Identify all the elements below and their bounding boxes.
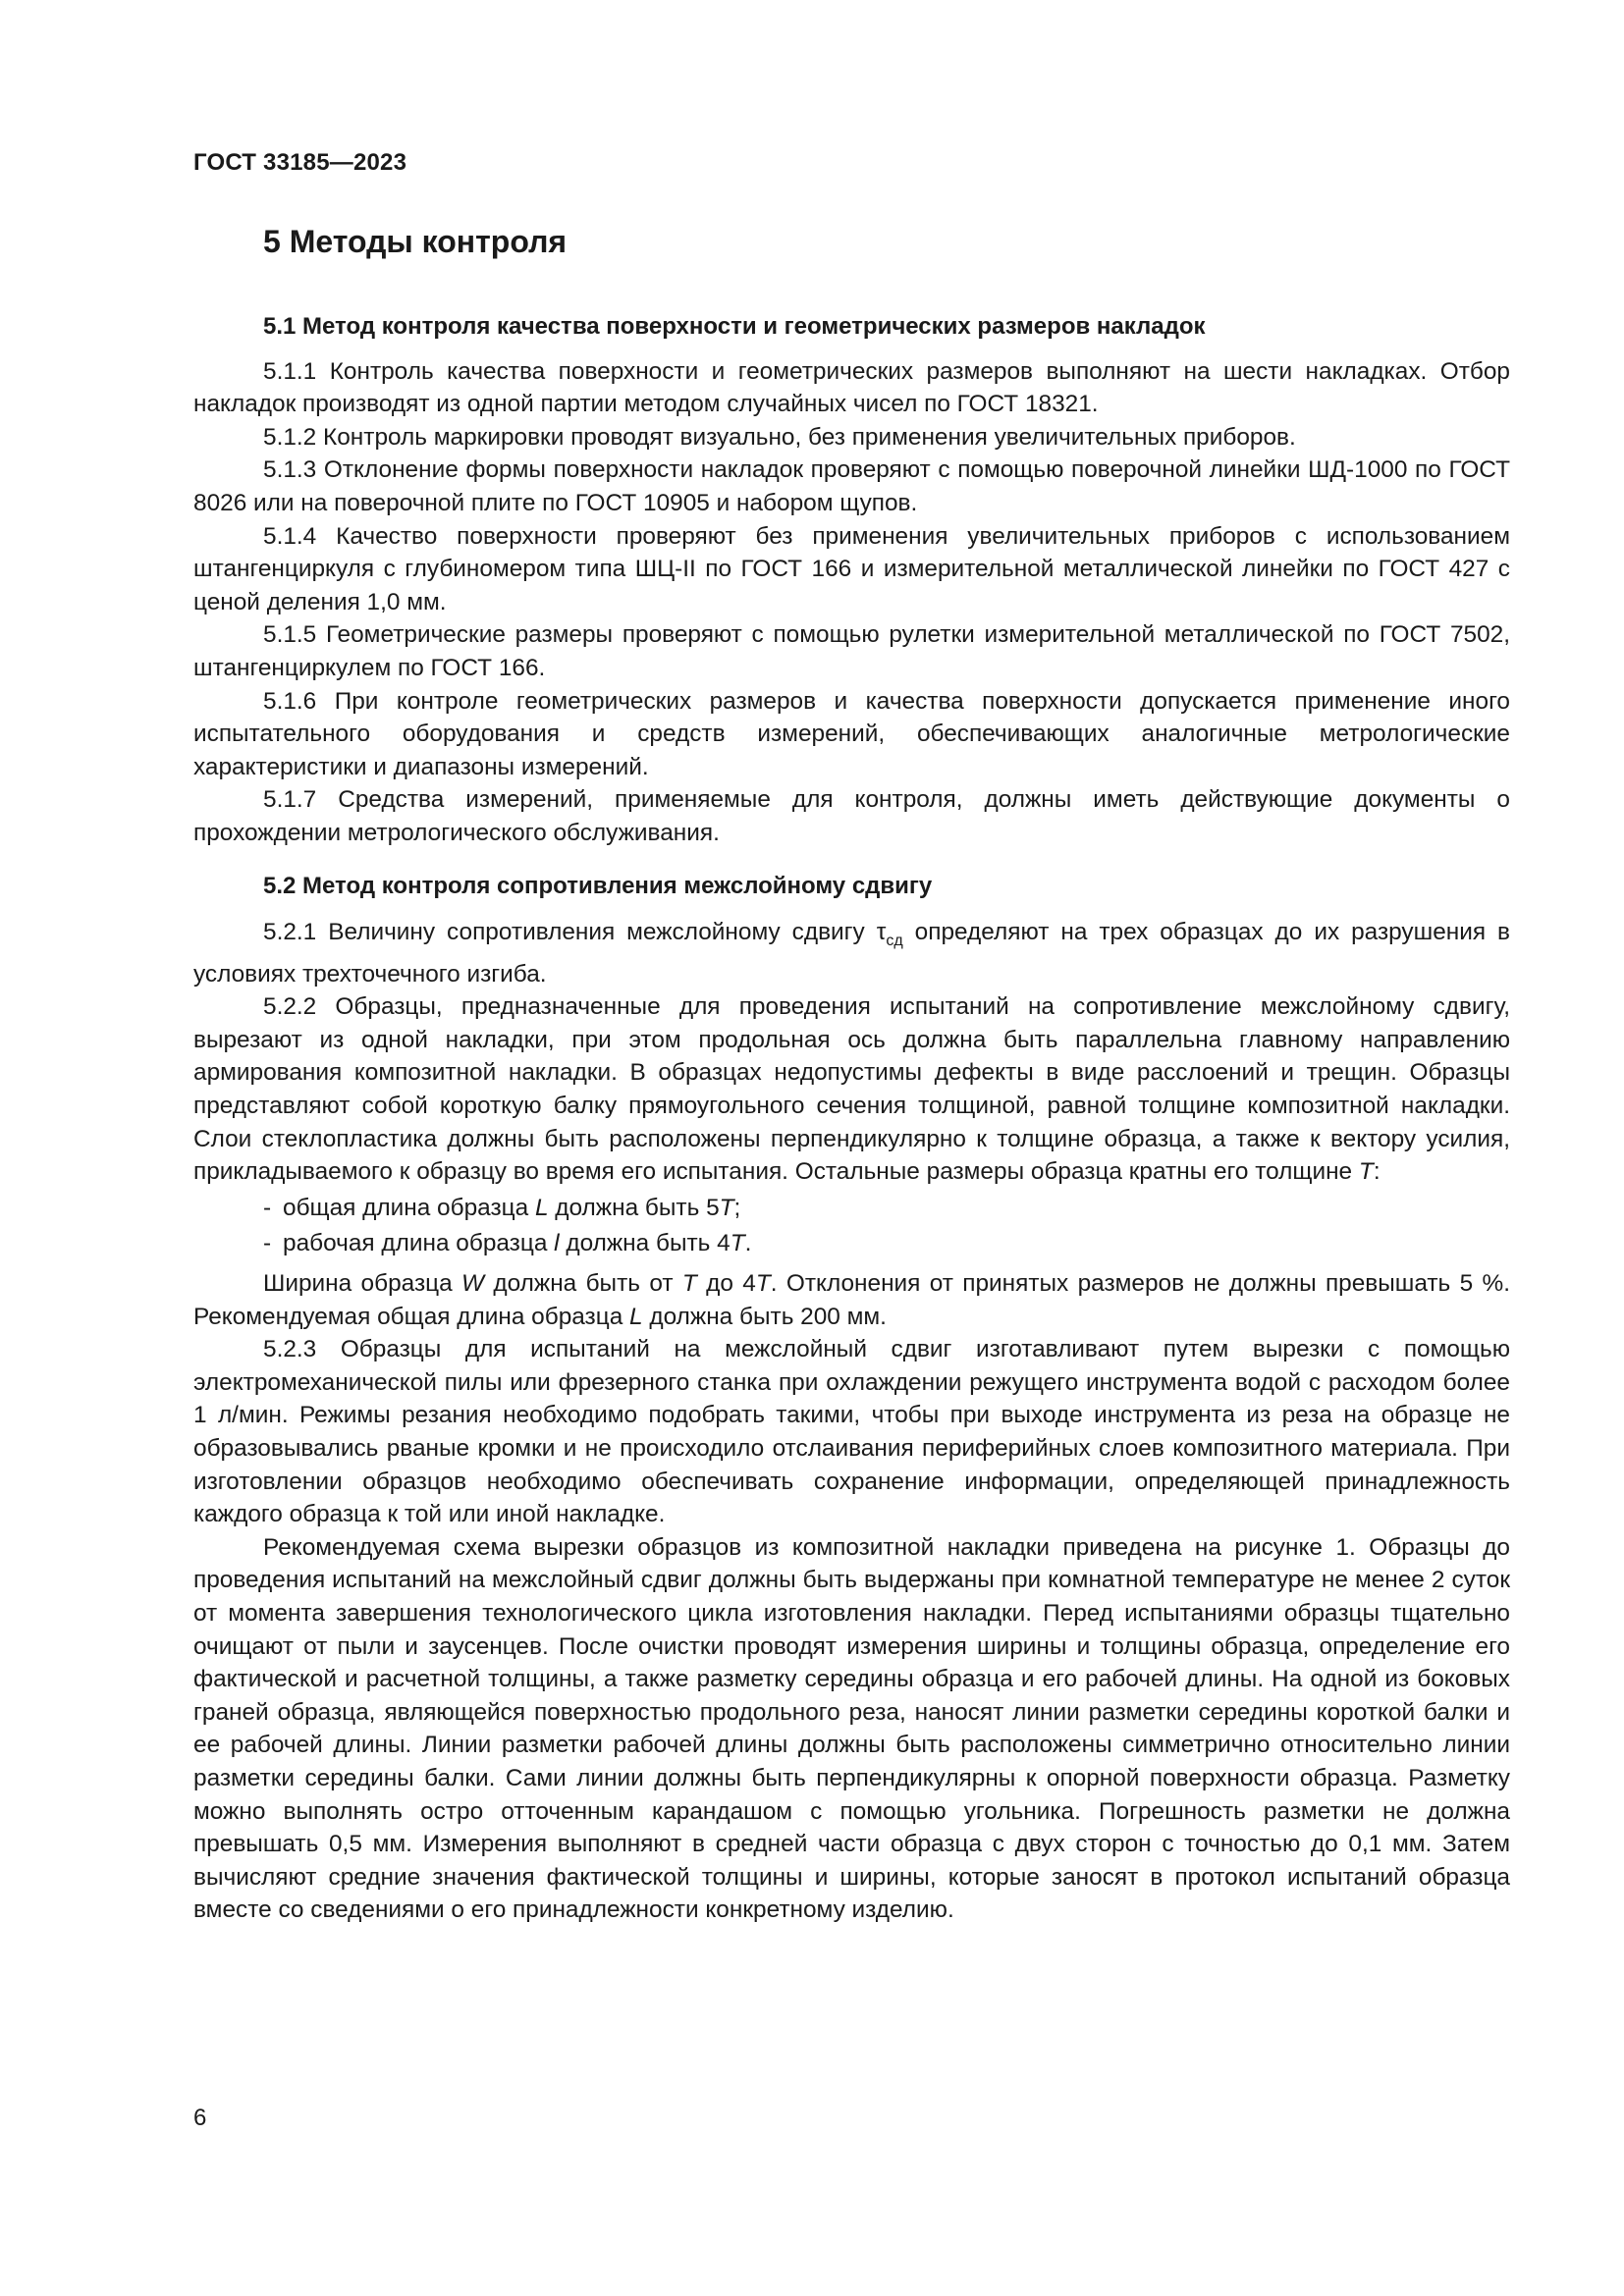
paragraph-5-1-6: 5.1.6 При контроле геометрических размеров и качества поверхности допускается применение иного испытательного оборудования и средств измерений, обеспечивающих аналогичные метрологические характеристики и диапазоны измерений. bbox=[193, 687, 1510, 780]
list-item-working-length: - рабочая длина образца l должна быть 4T. bbox=[193, 1227, 1510, 1260]
page-number: 6 bbox=[193, 2105, 207, 2131]
tau-subscript: сд bbox=[886, 933, 903, 950]
dash-bullet: - bbox=[263, 1230, 272, 1257]
paragraph-5-1-5: 5.1.5 Геометрические размеры проверяют с помощью рулетки измерительной металлической по ГОСТ 7502, штангенциркулем по ГОСТ 166. bbox=[193, 621, 1510, 681]
paragraph-5-2-1: 5.2.1 Величину сопротивления межслойному сдвигу $\tau_{сд}$ определяют на трех образцах до их разрушения в условиях трехточечного изгиба. bbox=[193, 919, 1510, 988]
dash-bullet: - bbox=[263, 1194, 272, 1221]
paragraph-5-1-4: 5.1.4 Качество поверхности проверяют без применения увеличительных приборов с использованием штангенциркуля с глубиномером типа ШЦ-II по ГОСТ 166 и измерительной металлической линейки по ГОСТ 427 с ценой деления 1,0 мм. bbox=[193, 522, 1510, 615]
paragraph-5-2-2: 5.2.2 Образцы, предназначенные для проведения испытаний на сопротивление межслойному сдвигу, вырезают из одной накладки, при этом продольная ось должна быть параллельна главному направлению армирования композитной накладки. В образцах недопустимы дефекты в виде расслоений и трещин. Образцы представляют собой короткую балку прямоугольного сечения толщиной, равной толщине композитной накладки. Слои стеклопластика должны быть расположены перпендикулярно к толщине образца, а также к вектору усилия, прикладываемого к образцу во время его испытания. Остальные размеры образца кратны его толщине T: bbox=[193, 993, 1510, 1186]
paragraph-5-1-7: 5.1.7 Средства измерений, применяемые для контроля, должны иметь действующие документы о прохождении метрологического обслуживания. bbox=[193, 786, 1510, 846]
section-title: 5 Методы контроля bbox=[263, 224, 568, 259]
paragraph-sample-width: Ширина образца W должна быть от T до 4T. Отклонения от принятых размеров не должны превышать 5 %. Рекомендуемая общая длина образца L должна быть 200 мм. bbox=[193, 1270, 1510, 1330]
paragraph-5-1-3: 5.1.3 Отклонение формы поверхности накладок проверяют с помощью поверочной линейки ШД-1000 по ГОСТ 8026 или на поверочной плите по ГОСТ 10905 и набором щупов. bbox=[193, 456, 1510, 516]
paragraph-5-1-2: 5.1.2 Контроль маркировки проводят визуально, без применения увеличительных приборов. bbox=[263, 423, 1296, 451]
subsection-heading-5-2: 5.2 Метод контроля сопротивления межслойному сдвигу bbox=[263, 872, 933, 899]
list-item-total-length: - общая длина образца L должна быть 5T; bbox=[193, 1192, 1510, 1225]
document-body bbox=[193, 310, 1510, 1927]
document-id: ГОСТ 33185—2023 bbox=[193, 149, 407, 176]
paragraph-5-1-1: 5.1.1 Контроль качества поверхности и геометрических размеров выполняют на шести накладках. Отбор накладок производят из одной партии методом случайных чисел по ГОСТ 18321. bbox=[193, 357, 1510, 418]
subsection-heading-5-1: 5.1 Метод контроля качества поверхности и геометрических размеров накладок bbox=[263, 313, 1206, 340]
paragraph-cutting-scheme: Рекомендуемая схема вырезки образцов из композитной накладки приведена на рисунке 1. Образцы до проведения испытаний на межслойный сдвиг должны быть выдержаны при комнатной температуре не менее 2 суток от момента завершения технологического цикла изготовления накладки. Перед испытаниями образцы тщательно очищают от пыли и заусенцев. После очистки проводят измерения ширины и толщины образца, определение его фактической и расчетной толщины, а также разметку середины образца и его рабочей длины. На одной из боковых граней образца, являющейся поверхностью продольного реза, наносят линии разметки середины короткой балки и ее рабочей длины. Линии разметки рабочей длины должны быть расположены симметрично относительно линии разметки середины балки. Сами линии должны быть перпендикулярны к опорной поверхности образца. Разметку можно выполнять остро отточенным карандашом с помощью угольника. Погрешность разметки не должна превышать 0,5 мм. Измерения выполняют в средней части образца с двух сторон с точностью до 0,1 мм. Затем вычисляют средние значения фактической толщины и ширины, которые заносят в протокол испытаний образца вместе со сведениями о его принадлежности конкретному изделию. bbox=[193, 1533, 1510, 1924]
paragraph-5-2-3: 5.2.3 Образцы для испытаний на межслойный сдвиг изготавливают путем вырезки с помощью электромеханической пилы или фрезерного станка при охлаждении режущего инструмента водой с расходом более 1 л/мин. Режимы резания необходимо подобрать такими, чтобы при выходе инструмента из реза на образце не образовывались рваные кромки и не происходило отслаивания периферийных слоев композитного материала. При изготовлении образцов необходимо обеспечивать сохранение информации, определяющей принадлежность каждого образца к той или иной накладке. bbox=[193, 1336, 1510, 1528]
